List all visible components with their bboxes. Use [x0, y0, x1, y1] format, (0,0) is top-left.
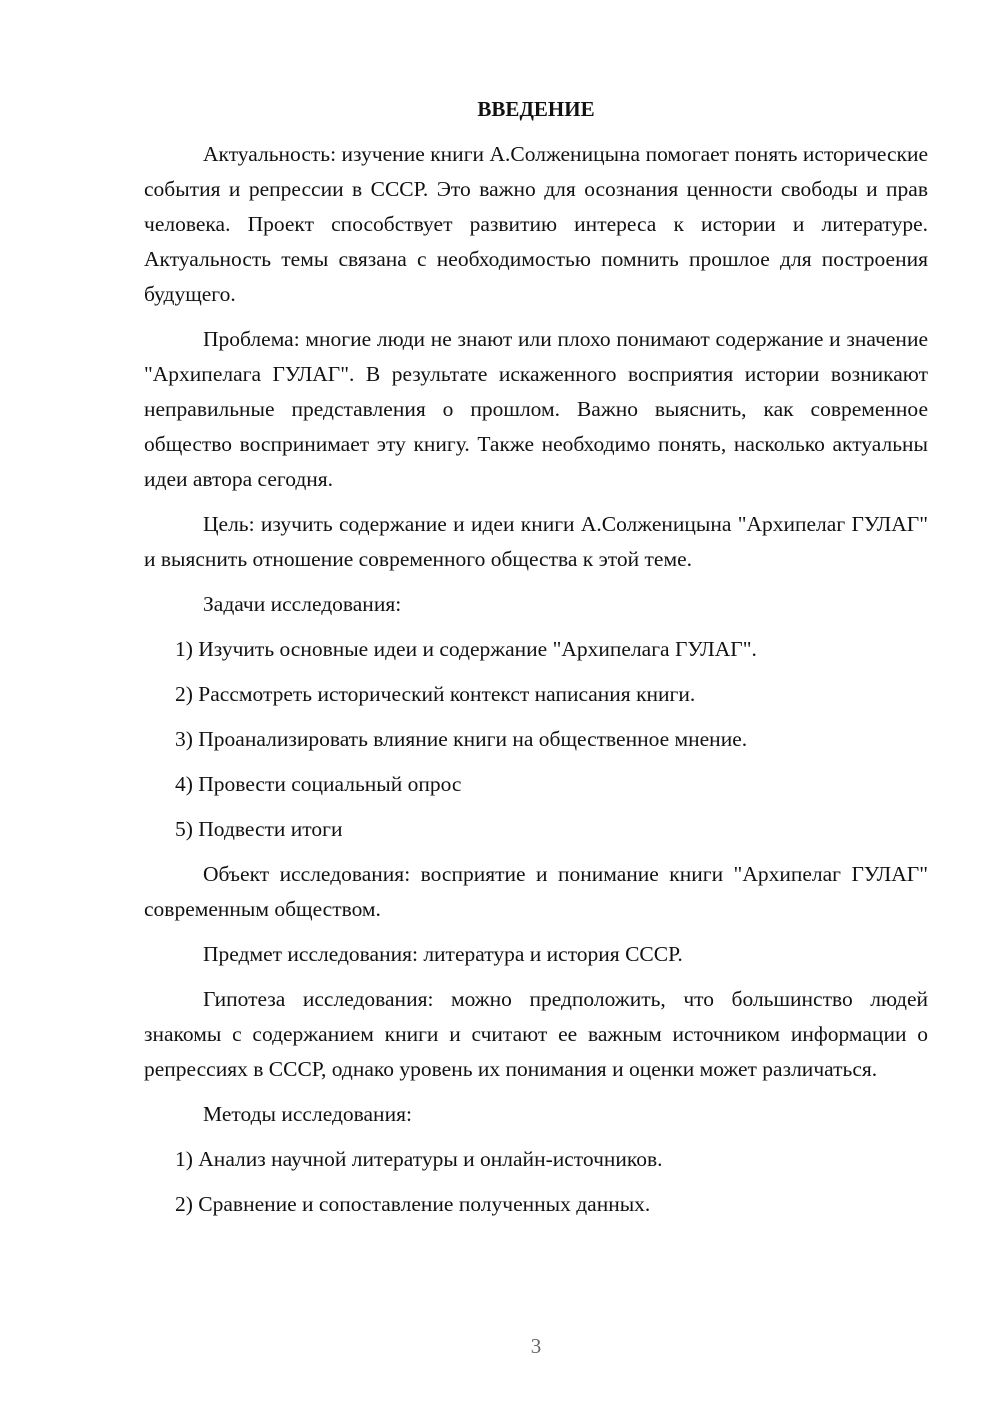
task-item-2: 2) Рассмотреть исторический контекст написания книги. — [175, 682, 696, 706]
tasks-heading: Задачи исследования: — [203, 592, 402, 616]
method-item-1: 1) Анализ научной литературы и онлайн-источников. — [175, 1147, 663, 1171]
object-paragraph: Объект исследования: восприятие и понимание книги "Архипелаг ГУЛАГ" современным обществом. — [144, 862, 928, 921]
section-title: ВВЕДЕНИЕ — [477, 97, 595, 121]
problem-paragraph: Проблема: многие люди не знают или плохо понимают содержание и значение "Архипелага ГУЛАГ". В результате искаженного восприятия истории возникают неправильные представления о прошлом. Важно выяснить, как современное общество воспринимает эту книгу. Также необходимо понять, насколько актуальны идеи автора сегодня. — [144, 327, 928, 491]
goal-paragraph: Цель: изучить содержание и идеи книги А.Солженицына "Архипелаг ГУЛАГ" и выяснить отношение современного общества к этой теме. — [144, 512, 928, 571]
page-number: 3 — [530, 1334, 542, 1358]
task-item-1: 1) Изучить основные идеи и содержание "Архипелага ГУЛАГ". — [175, 637, 757, 661]
task-item-4: 4) Провести социальный опрос — [175, 772, 462, 796]
task-item-3: 3) Проанализировать влияние книги на общественное мнение. — [175, 727, 748, 751]
page-body — [144, 92, 928, 1232]
subject-paragraph: Предмет исследования: литература и история СССР. — [203, 942, 683, 966]
hypothesis-paragraph: Гипотеза исследования: можно предположить, что большинство людей знакомы с содержанием книги и считают ее важным источником информации о репрессиях в СССР, однако уровень их понимания и оценки может различаться. — [144, 987, 928, 1081]
method-item-2: 2) Сравнение и сопоставление полученных данных. — [175, 1192, 651, 1216]
relevance-paragraph: Актуальность: изучение книги А.Солженицына помогает понять исторические события и репрессии в СССР. Это важно для осознания ценности свободы и прав человека. Проект способствует развитию интереса к истории и литературе. Актуальность темы связана с необходимостью помнить прошлое для построения будущего. — [144, 142, 928, 306]
methods-heading: Методы исследования: — [203, 1102, 412, 1126]
task-item-5: 5) Подвести итоги — [175, 817, 343, 841]
